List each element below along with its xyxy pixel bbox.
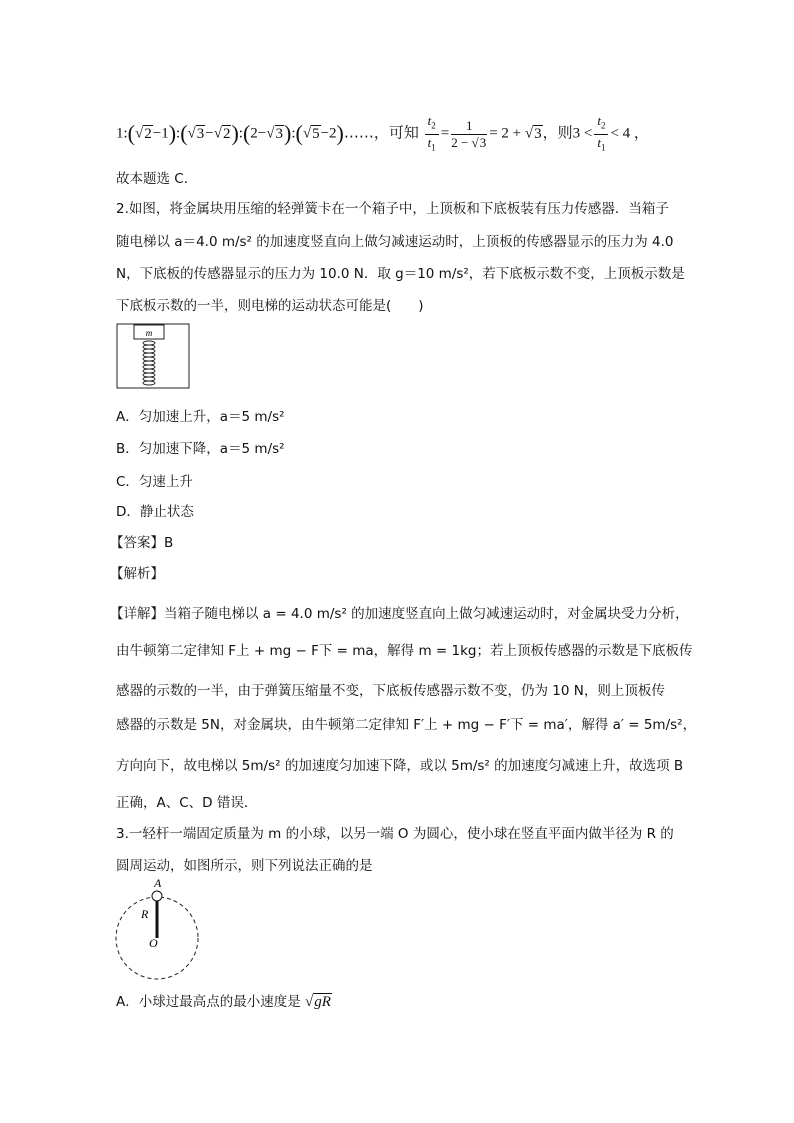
q2-stem-line-2: 随电梯以 a＝4.0 m/s² 的加速度竖直向上做匀减速运动时，上顶板的传感器显示的压力为 4.0 <box>116 234 674 250</box>
center-o-label: O <box>149 936 158 950</box>
detail-line-3: 感器的示数的一半，由于弹簧压缩量不变，下底板传感器示数不变，仍为 10 N，则上顶板传 <box>116 683 665 699</box>
q2-stem-line-1: 2.如图，将金属块用压缩的轻弹簧卡在一个箱子中，上顶板和下底板装有压力传感器．当箱子 <box>116 201 669 217</box>
q2-option-b: B．匀加速下降，a＝5 m/s² <box>116 441 285 457</box>
radius-label: R <box>141 907 149 921</box>
q3-stem-line-2: 圆周运动，如图所示，则下列说法正确的是 <box>116 858 373 874</box>
point-a-label: A <box>154 876 162 890</box>
spring-coil <box>143 341 155 385</box>
q2-stem-line-4: 下底板示数的一半，则电梯的运动状态可能是( ) <box>116 298 424 314</box>
analysis-label: 【解析】 <box>110 566 164 582</box>
conclusion-text: 故本题选 C． <box>116 171 198 187</box>
spring-box-figure <box>116 323 190 389</box>
q3-option-a: A．小球过最高点的最小速度是 √gR <box>116 994 331 1010</box>
detail-line-4: 感器的示数是 5N，对金属块，由牛顿第二定律知 F′上 + mg − F′下 = ma′，解得 a′ = 5m/s²， <box>116 717 697 733</box>
detail-line-6: 正确，A、C、D 错误． <box>116 795 258 811</box>
mass-label: m <box>145 328 153 338</box>
q2-option-c: C．匀速上升 <box>116 474 193 490</box>
detail-line-2: 由牛顿第二定律知 F上 + mg − F下 = ma，解得 m = 1kg；若上顶板传感器的示数是下底板传 <box>116 643 693 659</box>
circular-motion-figure <box>114 876 204 981</box>
q2-stem-line-3: N，下底板的传感器显示的压力为 10.0 N．取 g＝10 m/s²，若下底板示数不变，上顶板示数是 <box>116 266 685 282</box>
ratio-expression: 1:(√2−1):(√3−√2):(2−√3):(√5−2)……，可知 $\frac{t_2}{t_1}$ = $\frac{1}{2 - √3}$ = 2 + √3，则3 < $\frac{t_2}{t_1}$ < 4 ， <box>116 113 649 153</box>
q2-option-d: D．静止状态 <box>116 504 194 520</box>
detail-line-5: 方向向下，故电梯以 5m/s² 的加速度匀加速下降，或以 5m/s² 的加速度匀减速上升，故选项 B <box>116 758 684 774</box>
q2-option-a: A．匀加速上升，a＝5 m/s² <box>116 409 285 425</box>
answer-label: 【答案】B <box>110 535 174 551</box>
detail-line-1: 【详解】当箱子随电梯以 a = 4.0 m/s² 的加速度竖直向上做匀减速运动时，对金属块受力分析， <box>110 606 689 622</box>
q3-stem-line-1: 3.一轻杆一端固定质量为 m 的小球，以另一端 O 为圆心，使小球在竖直平面内做半径为 R 的 <box>116 826 674 842</box>
